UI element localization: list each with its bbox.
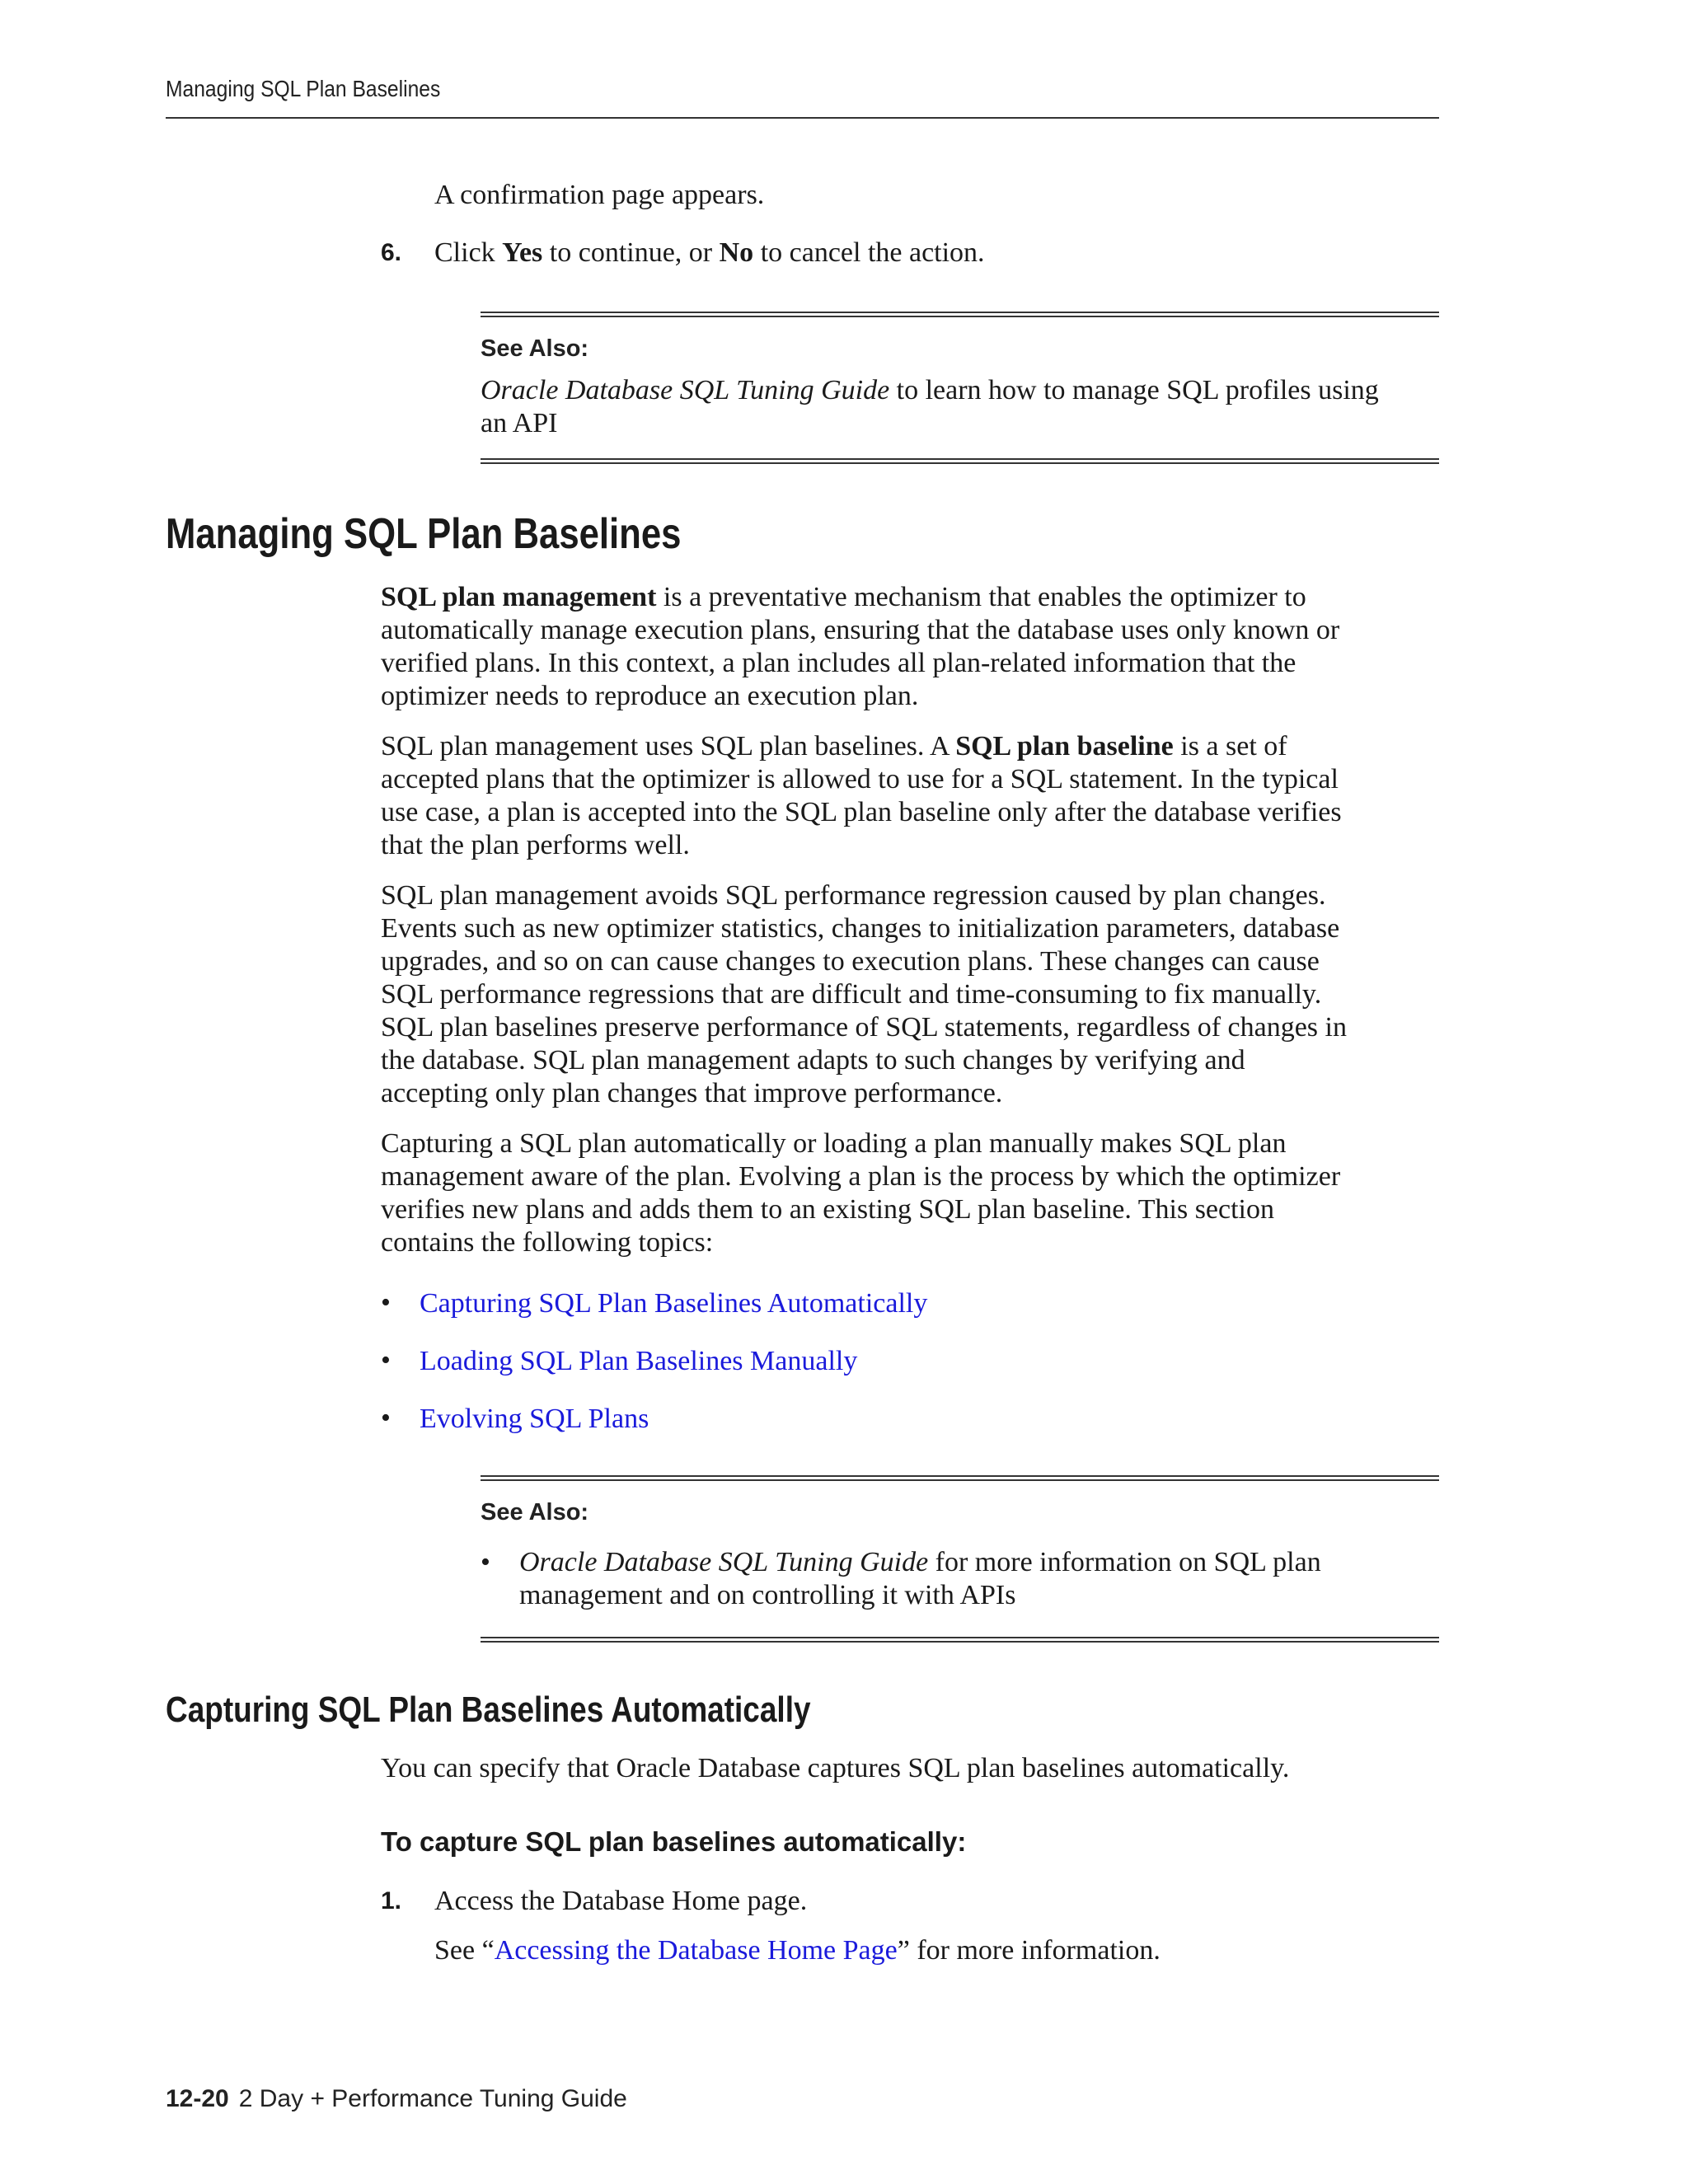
see-also-box (481, 1475, 1439, 1643)
page-footer (166, 2085, 627, 2113)
link-capturing-sql-plan-baselines[interactable]: Capturing SQL Plan Baselines Automatically (420, 1288, 928, 1319)
see-also-title: See Also: (481, 335, 589, 362)
paragraph-3: SQL plan management avoids SQL performance regression caused by plan changes. Events such as new optimizer statistics, changes to initialization parameters, database upgrades, and so on can cause changes to execution plans. These changes can cause SQL performance regressions that are difficult and time-consuming to fix manually. SQL plan baselines preserve performance of SQL statements, regardless of changes in the database. SQL plan management adapts to such changes by verifying and accepting only plan changes that improve performance. (381, 880, 1347, 1108)
link-loading-sql-plan-baselines[interactable]: Loading SQL Plan Baselines Manually (420, 1346, 858, 1376)
reference-title: Oracle Database SQL Tuning Guide (481, 375, 890, 405)
step-6-text: Click Yes to continue, or No to cancel the action. (434, 237, 985, 268)
see-also-text: • Oracle Database SQL Tuning Guide for more information on SQL plan management and on controlling it with APIs (481, 1547, 1321, 1610)
see-also-box (481, 312, 1439, 464)
step-number: 6. (381, 239, 402, 266)
see-also-title: See Also: (481, 1499, 589, 1526)
term-sql-plan-management: SQL plan management (381, 582, 657, 612)
no-label: No (719, 237, 754, 268)
paragraph-4: Capturing a SQL plan automatically or loading a plan manually makes SQL plan management aware of the plan. Evolving a plan is the process by which the optimizer verifies new plans and adds them to an existing SQL plan baseline. This section contains the following topics: (381, 1128, 1341, 1258)
running-header-title: Managing SQL Plan Baselines (166, 76, 441, 101)
bullet-icon: • (381, 1403, 391, 1433)
yes-label: Yes (502, 237, 543, 268)
divider (481, 312, 1439, 317)
book-title: 2 Day + Performance Tuning Guide (238, 2085, 627, 2112)
bullet-icon: • (381, 1287, 391, 1318)
section-heading: Managing SQL Plan Baselines (166, 510, 682, 558)
subsection-intro: You can specify that Oracle Database captures SQL plan baselines automatically. (381, 1753, 1290, 1783)
subsection-heading: Capturing SQL Plan Baselines Automatically (166, 1690, 811, 1730)
step-1-text: Access the Database Home page. (434, 1886, 808, 1916)
link-evolving-sql-plans[interactable]: Evolving SQL Plans (420, 1404, 649, 1434)
reference-title: Oracle Database SQL Tuning Guide (519, 1547, 929, 1577)
link-accessing-database-home-page[interactable]: Accessing the Database Home Page (494, 1935, 898, 1966)
paragraph-2: SQL plan management uses SQL plan baselines. A SQL plan baseline is a set of accepted plans that the optimizer is allowed to use for a SQL statement. In the typical use case, a plan is accepted into the SQL plan baseline only after the database verifies that the plan performs well. (381, 731, 1342, 860)
step-1-see-text: See “Accessing the Database Home Page” for more information. (434, 1935, 1160, 1966)
divider (481, 1637, 1439, 1643)
divider (481, 458, 1439, 464)
procedure-heading: To capture SQL plan baselines automatically: (381, 1826, 967, 1857)
bullet-icon: • (381, 1345, 391, 1376)
divider (481, 1475, 1439, 1481)
paragraph-1: SQL plan management is a preventative mechanism that enables the optimizer to automatically manage execution plans, ensuring that the database uses only known or verified plans. In this context, a plan includes all plan-related information that the optimizer needs to reproduce an execution plan. (381, 582, 1340, 711)
step-number: 1. (381, 1887, 402, 1915)
see-also-text: Oracle Database SQL Tuning Guide to learn how to manage SQL profiles using an API (481, 375, 1379, 438)
confirmation-text: A confirmation page appears. (434, 180, 765, 210)
bullet-icon: • (481, 1547, 490, 1577)
term-sql-plan-baseline: SQL plan baseline (955, 731, 1174, 762)
page-number: 12-20 (166, 2085, 229, 2112)
